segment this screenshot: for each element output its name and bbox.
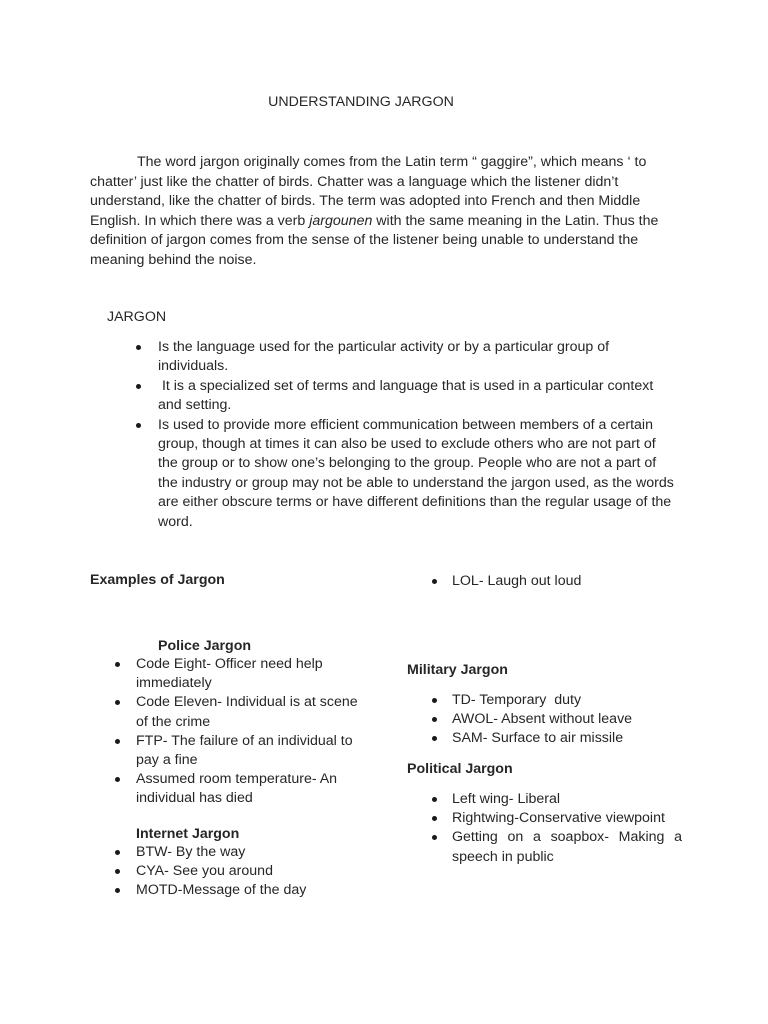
bullet-icon <box>136 345 141 350</box>
intro-paragraph <box>90 153 680 270</box>
bullet-icon <box>432 816 437 821</box>
intro-text-2: with the same meaning in the Latin. Thus the definition of jargon comes from the sense of the listener being unable to understand the meaning behind the noise. <box>90 212 659 268</box>
political-heading: Political Jargon <box>407 761 513 777</box>
bullet-icon <box>432 835 437 840</box>
bullet-icon <box>115 739 120 744</box>
bullet-icon <box>136 384 141 389</box>
list-item: SAM- Surface to air missile <box>452 729 692 748</box>
list-item: Left wing- Liberal <box>452 790 682 809</box>
bullet-icon <box>432 579 437 584</box>
bullet-icon <box>432 717 437 722</box>
bullet-icon <box>115 850 120 855</box>
list-item: Is the language used for the particular activity or by a particular group of individuals. <box>158 338 678 377</box>
bullet-icon <box>115 869 120 874</box>
bullet-icon <box>115 888 120 893</box>
list-item: MOTD-Message of the day <box>136 881 376 900</box>
police-heading: Police Jargon <box>158 638 252 654</box>
examples-heading: Examples of Jargon <box>90 572 225 588</box>
bullet-icon <box>115 777 120 782</box>
intro-indent <box>90 154 137 170</box>
list-item: Assumed room temperature- An individual has died <box>136 770 358 808</box>
list-item: LOL- Laugh out loud <box>452 572 692 591</box>
bullet-icon <box>115 662 120 667</box>
police-list <box>136 655 358 809</box>
military-list <box>452 691 692 749</box>
list-item: CYA- See you around <box>136 862 376 881</box>
internet-extra-list <box>452 572 692 591</box>
bullet-icon <box>432 797 437 802</box>
list-item: AWOL- Absent without leave <box>452 710 692 729</box>
intro-italic-term: jargounen <box>309 212 373 229</box>
list-item: Code Eleven- Individual is at scene of the crime <box>136 693 358 731</box>
internet-heading: Internet Jargon <box>136 826 240 842</box>
intro-text-1: The word jargon originally comes from the Latin term “ gaggire”, which means ‘ to chatter’ just like the chatter of birds. Chatter was a language which the listener didn’t understand, like the chatter of birds. The term was adopted into French and then Middle English. In which there was a verb <box>90 154 647 229</box>
list-item: BTW- By the way <box>136 843 376 862</box>
list-item: Rightwing-Conservative viewpoint <box>452 809 682 828</box>
document-title: UNDERSTANDING JARGON <box>268 94 454 110</box>
bullet-icon <box>136 423 141 428</box>
bullet-icon <box>432 698 437 703</box>
list-item: It is a specialized set of terms and language that is used in a particular context and setting. <box>158 377 678 416</box>
definition-list <box>158 338 678 532</box>
jargon-heading: JARGON <box>107 309 167 325</box>
list-item: FTP- The failure of an individual to pay a fine <box>136 732 358 770</box>
bullet-icon <box>432 736 437 741</box>
bullet-icon <box>115 700 120 705</box>
military-heading: Military Jargon <box>407 662 508 678</box>
list-item: Getting on a soapbox- Making a speech in public <box>452 828 682 866</box>
internet-list <box>136 843 376 901</box>
list-item: TD- Temporary duty <box>452 691 692 710</box>
list-item: Code Eight- Officer need help immediately <box>136 655 358 693</box>
political-list <box>452 790 682 867</box>
list-item: Is used to provide more efficient communication between members of a certain group, though at times it can also be used to exclude others who are not part of the group or to show one’s belonging to the group. People who are not a part of the industry or group may not be able to understand the jargon used, as the words are either obscure terms or have different definitions than the regular usage of the word. <box>158 416 678 532</box>
